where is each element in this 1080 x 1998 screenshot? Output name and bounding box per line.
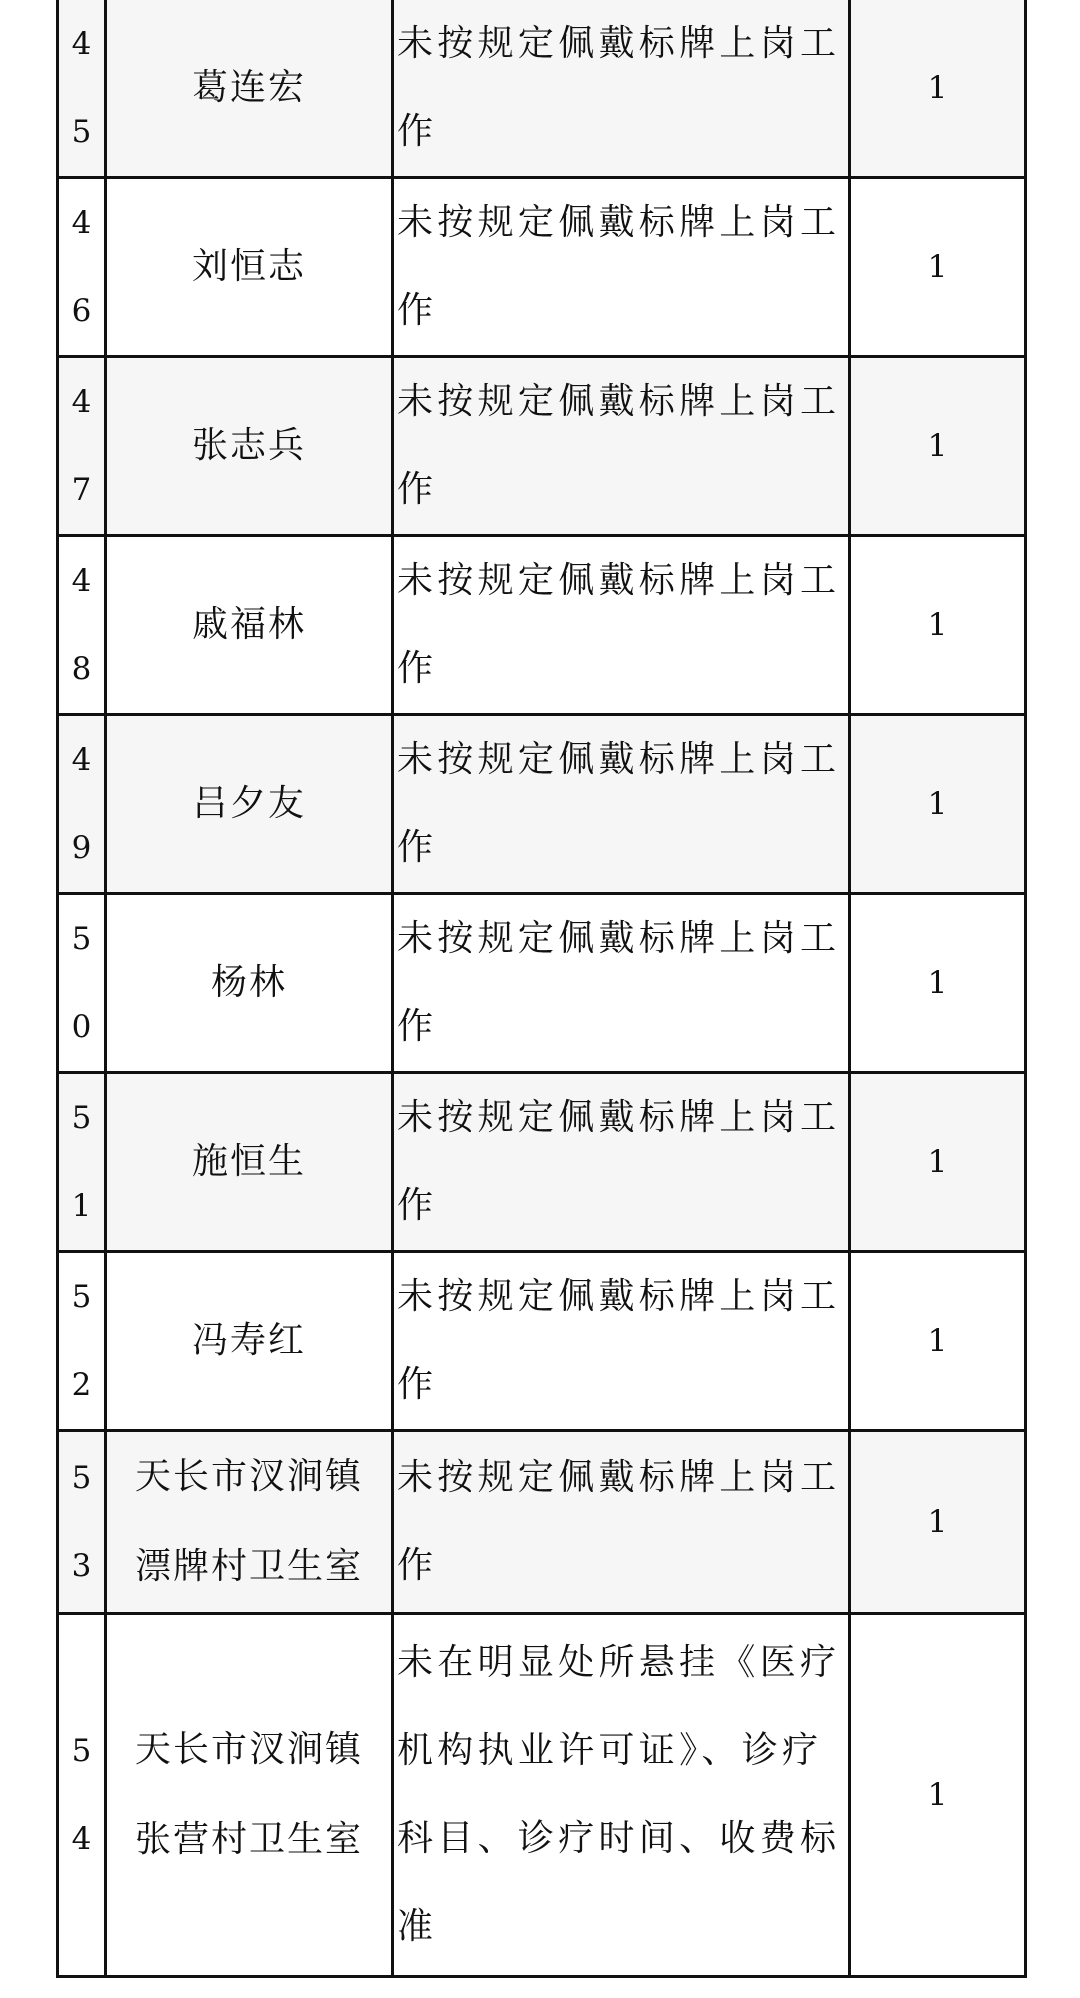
row-number-cell: 4 9 bbox=[58, 715, 106, 894]
name-cell: 刘恒志 bbox=[106, 178, 393, 357]
row-number-cell: 4 6 bbox=[58, 178, 106, 357]
name-cell: 杨林 bbox=[106, 894, 393, 1073]
row-number-cell: 4 5 bbox=[58, 0, 106, 178]
table-row bbox=[58, 1073, 1026, 1252]
violation-cell: 未按规定佩戴标牌上岗工作 bbox=[393, 1431, 850, 1614]
table-row bbox=[58, 1252, 1026, 1431]
violation-cell: 未按规定佩戴标牌上岗工作 bbox=[393, 1252, 850, 1431]
count-cell: 1 bbox=[850, 0, 1026, 178]
row-number-cell: 5 2 bbox=[58, 1252, 106, 1431]
name-cell: 吕夕友 bbox=[106, 715, 393, 894]
table-row bbox=[58, 178, 1026, 357]
name-cell: 施恒生 bbox=[106, 1073, 393, 1252]
count-cell: 1 bbox=[850, 178, 1026, 357]
table-row bbox=[58, 894, 1026, 1073]
count-cell: 1 bbox=[850, 536, 1026, 715]
violation-cell: 未按规定佩戴标牌上岗工作 bbox=[393, 536, 850, 715]
count-cell: 1 bbox=[850, 1614, 1026, 1977]
row-number-cell: 4 8 bbox=[58, 536, 106, 715]
table-row bbox=[58, 536, 1026, 715]
penalty-table bbox=[56, 0, 1027, 1978]
count-cell: 1 bbox=[850, 1252, 1026, 1431]
name-cell: 张志兵 bbox=[106, 357, 393, 536]
name-cell: 天长市汊涧镇 漂牌村卫生室 bbox=[106, 1431, 393, 1614]
violation-cell: 未按规定佩戴标牌上岗工作 bbox=[393, 715, 850, 894]
table-row bbox=[58, 357, 1026, 536]
table-row bbox=[58, 1431, 1026, 1614]
row-number-cell: 4 7 bbox=[58, 357, 106, 536]
row-number-cell: 5 4 bbox=[58, 1614, 106, 1977]
violation-cell: 未按规定佩戴标牌上岗工作 bbox=[393, 0, 850, 178]
name-cell: 冯寿红 bbox=[106, 1252, 393, 1431]
table-row bbox=[58, 1614, 1026, 1977]
count-cell: 1 bbox=[850, 894, 1026, 1073]
violation-cell: 未按规定佩戴标牌上岗工作 bbox=[393, 894, 850, 1073]
penalty-table-container bbox=[56, 0, 1024, 1978]
name-cell: 天长市汊涧镇 张营村卫生室 bbox=[106, 1614, 393, 1977]
row-number-cell: 5 1 bbox=[58, 1073, 106, 1252]
count-cell: 1 bbox=[850, 1431, 1026, 1614]
count-cell: 1 bbox=[850, 715, 1026, 894]
name-cell: 戚福林 bbox=[106, 536, 393, 715]
violation-cell: 未按规定佩戴标牌上岗工作 bbox=[393, 178, 850, 357]
row-number-cell: 5 0 bbox=[58, 894, 106, 1073]
count-cell: 1 bbox=[850, 1073, 1026, 1252]
name-cell: 葛连宏 bbox=[106, 0, 393, 178]
violation-cell: 未按规定佩戴标牌上岗工作 bbox=[393, 1073, 850, 1252]
violation-cell: 未按规定佩戴标牌上岗工作 bbox=[393, 357, 850, 536]
table-row bbox=[58, 715, 1026, 894]
violation-cell: 未在明显处所悬挂《医疗机构执业许可证》、诊疗科目、诊疗时间、收费标准 bbox=[393, 1614, 850, 1977]
count-cell: 1 bbox=[850, 357, 1026, 536]
table-row bbox=[58, 0, 1026, 178]
row-number-cell: 5 3 bbox=[58, 1431, 106, 1614]
